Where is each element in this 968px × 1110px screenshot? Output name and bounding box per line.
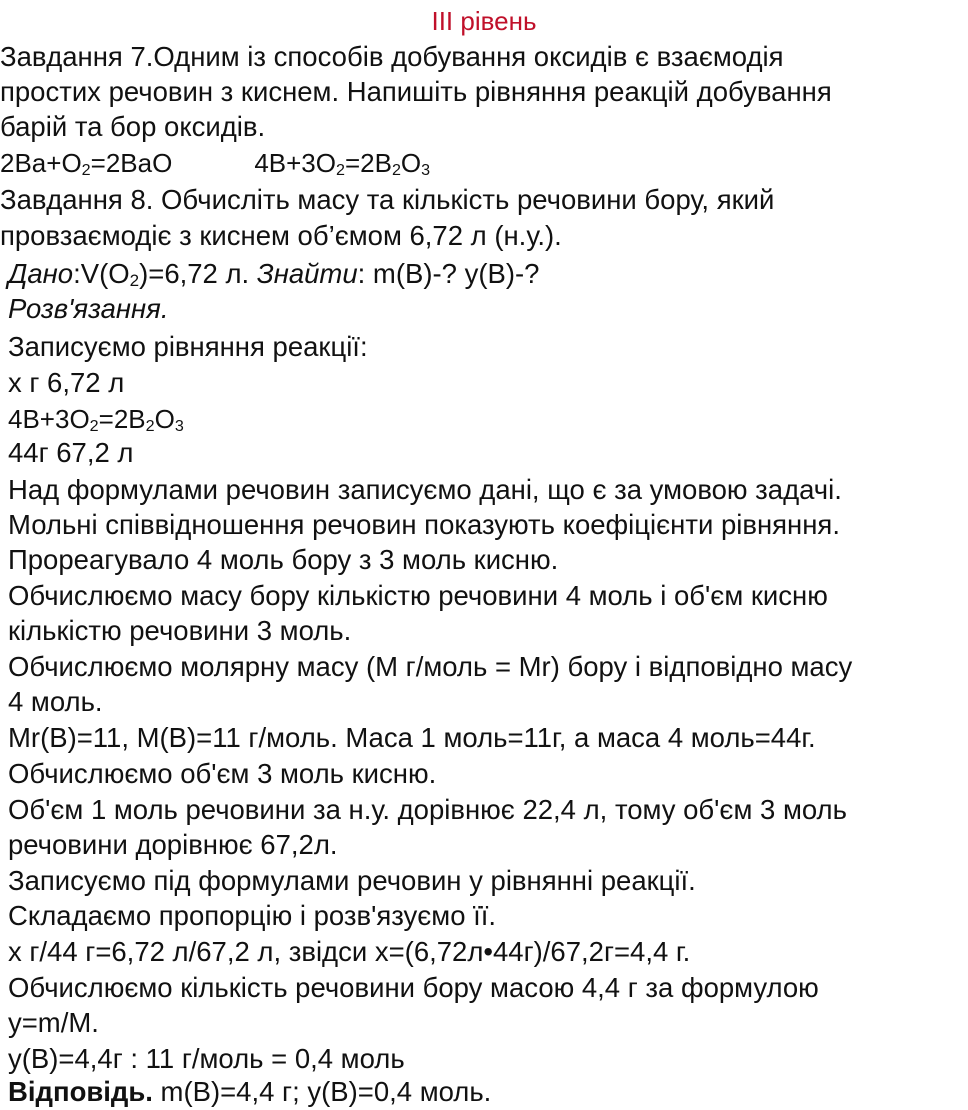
step-line-8: Mr(B)=11, M(B)=11 г/моль. Маса 1 моль=11г, а маса 4 моль=44г. [8, 722, 816, 753]
task8-text-line-1: Завдання 8. Обчисліть масу та кількість речовини бору, який [0, 184, 775, 215]
step-line-7: 4 моль. [8, 686, 103, 717]
step-line-15: Обчислюємо кількість речовини бору масою 4,4 г за формулою [8, 972, 819, 1003]
answer-line [8, 1075, 491, 1109]
task8-text-line-2: провзаємодіє з киснем об’ємом 6,72 л (н.у.). [0, 220, 562, 251]
solution-equation: $4B+3O_2=2B_2O_3$ [8, 404, 184, 435]
step-line-12: Записуємо під формулами речовин у рівнянні реакції. [8, 865, 696, 896]
given-line: $Дано:V(O_2)=6,72$ л. Знайти: m(B)-? y(B)-? [8, 258, 540, 291]
task7-text-line-3: барій та бор оксидів. [0, 111, 266, 142]
task7-text-line-1: Завдання 7.Одним із способів добування оксидів є взаємодія [0, 41, 784, 72]
below-formula-values: 44г 67,2 л [8, 437, 134, 468]
answer-label: Відповідь. [8, 1076, 153, 1107]
step-line-1: Над формулами речовин записуємо дані, що є за умовою задачі. [8, 474, 842, 505]
equation-boron-oxide: $4B+3O_2=2B_2O_3$ [254, 148, 431, 179]
step-line-13: Складаємо пропорцію і розв'язуємо її. [8, 900, 497, 931]
equation-barium-oxide: $2Ba+O_2=2BaO$ [0, 148, 173, 179]
step-line-17: y(B)=4,4г : 11 г/моль = 0,4 моль [8, 1043, 405, 1074]
step-line-4: Обчислюємо масу бору кількістю речовини 4 моль і об'єм кисню [8, 580, 828, 611]
step-line-3: Прореагувало 4 моль бору з 3 моль кисню. [8, 544, 559, 575]
step-line-2: Мольні співвідношення речовин показують коефіцієнти рівняння. [8, 509, 840, 540]
step-line-6: Обчислюємо молярну масу (M г/моль = Mr) бору і відповідно масу [8, 651, 853, 682]
task7-equations [0, 146, 430, 180]
step-line-5: кількістю речовини 3 моль. [8, 615, 352, 646]
answer-text: m(B)=4,4 г; y(B)=0,4 моль. [152, 1076, 492, 1107]
level-title: ІІІ рівень [431, 6, 537, 36]
step-line-14: x г/44 г=6,72 л/67,2 л, звідси x=(6,72л•44г)/67,2г=4,4 г. [8, 936, 691, 967]
step-line-9: Обчислюємо об'єм 3 моль кисню. [8, 758, 437, 789]
step-line-10: Об'єм 1 моль речовини за н.у. дорівнює 22,4 л, тому об'єм 3 моль [8, 794, 847, 825]
step-line-11: речовини дорівнює 67,2л. [8, 829, 338, 860]
write-equation-line: Записуємо рівняння реакції: [8, 331, 368, 362]
task7-text-line-2: простих речовин з киснем. Напишіть рівняння реакцій добування [0, 76, 832, 107]
above-formula-values: x г 6,72 л [8, 367, 125, 398]
step-line-16: y=m/M. [8, 1007, 99, 1038]
solution-label: Розв'язання. [8, 293, 169, 324]
